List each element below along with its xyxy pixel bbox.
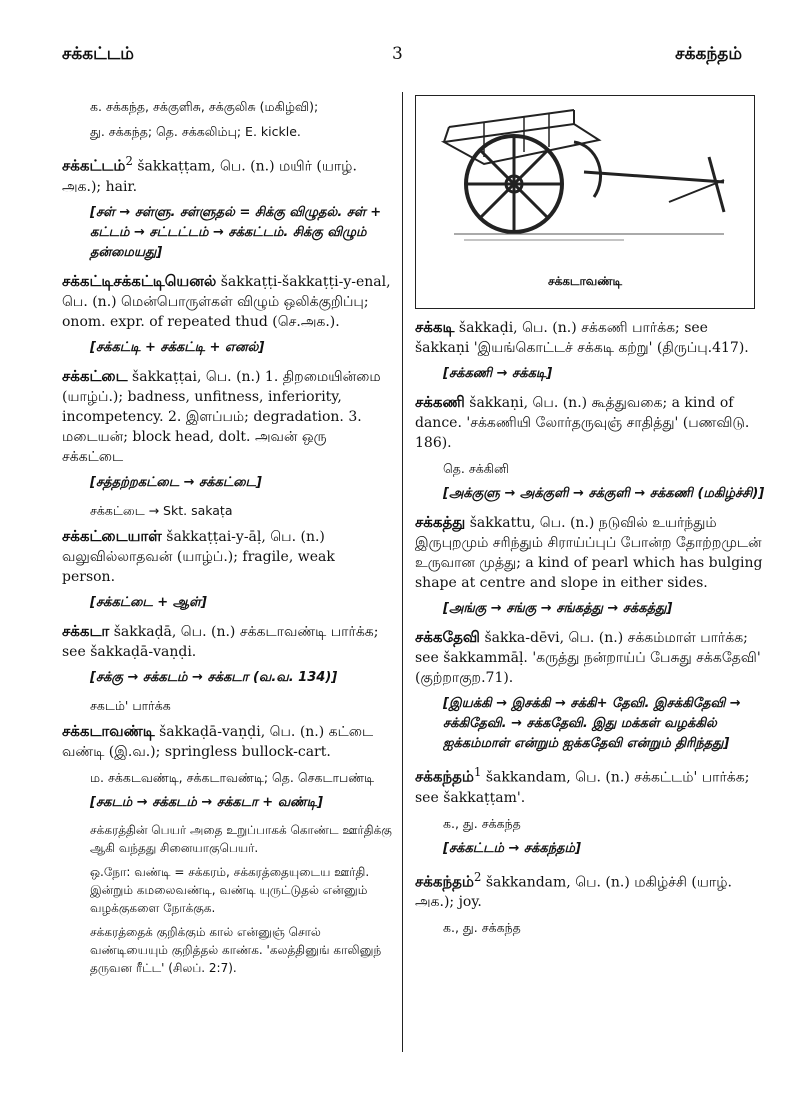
cognate-line: சக்கட்டை → Skt. sakaṭa <box>90 502 233 518</box>
continuation-line: து. சக்கந்த; தெ. சக்கலிம்பு; E. kickle. <box>90 124 301 139</box>
right-column <box>415 95 765 943</box>
headword: சக்கட்டையாள் <box>62 526 162 545</box>
headword: சக்கந்தம் <box>415 872 474 891</box>
continuation-line: க. சக்கந்த, சக்குளிசு, சக்குலிசு (மகிழ்வி); <box>90 99 319 114</box>
note: ஒ.நோ: வண்டி = சக்கரம், சக்கரத்தையுடைய ஊர்தி. இன்றும் கமலைவண்டி, வண்டி யுருட்டுதல் என்னும் வழக்குகளை நோக்குக. <box>90 864 370 915</box>
headword: சக்கந்தம் <box>415 767 474 786</box>
cognate-line: தெ. சக்கினி <box>443 461 509 476</box>
headword: சக்கட்டை <box>62 366 128 385</box>
cross-reference: சகடம்' பார்க்க <box>90 697 171 713</box>
entry-body: šakkandam, பெ. (n.) சக்கட்டம்' பார்க்க; see šakkaṭṭam'. <box>415 769 750 806</box>
note: சக்கரத்தைக் குறிக்கும் கால் என்னுஞ் சொல் வண்டியையும் குறித்தல் காண்க. 'கலத்தினுங் காலினுந் தருவன ரீட்ட' (சிலப். 2:7). <box>90 924 382 975</box>
homonym-number: 2 <box>125 154 133 168</box>
etymology: [அக்குளு → அக்குளி → சக்குளி → சக்கணி (மகிழ்ச்சி)] <box>443 486 765 501</box>
figure-caption: சக்கடாவண்டி <box>547 274 623 288</box>
cognate-line: ம. சக்கடவண்டி, சக்கடாவண்டி; தெ. செகடாபண்டி <box>90 769 375 785</box>
running-head-left: சக்கட்டம் <box>62 44 134 64</box>
etymology: [சள் → சள்ளு. சள்ளுதல் = சிக்கு விழுதல். சள் + கட்டம் → சட்டட்டம் → சக்கட்டம். சிக்கு விழும் தன்மையது] <box>90 204 382 260</box>
entry <box>62 721 392 762</box>
note: சக்கரத்தின் பெயர் அதை உறுப்பாகக் கொண்ட ஊர்திக்கு ஆகி வந்தது சினையாகுபெயர். <box>90 822 392 855</box>
page-number: 3 <box>392 44 403 64</box>
headword: சக்கட்டம் <box>62 156 126 175</box>
entry-body: šakkattu, பெ. (n.) நடுவில் உயர்ந்தும் இருபுறமும் சரிந்தும் சிராய்ப்புப் போன்ற தோற்றமுடன் உருவான முத்து; a kind of pearl which has bulging shape at centre and slope in either sides. <box>415 515 763 591</box>
entry <box>415 392 765 453</box>
entry-body: šakkandam, பெ. (n.) மகிழ்ச்சி (யாழ். அக.); joy. <box>415 874 732 911</box>
headword: சக்கடி <box>415 318 455 336</box>
etymology: [சக்கணி → சக்கடி] <box>443 366 553 381</box>
entry-body: šakkaḍā-vaṇḍi, பெ. (n.) கட்டை வண்டி (இ.வ.); springless bullock-cart. <box>62 723 374 760</box>
left-column <box>62 95 392 983</box>
headword: சக்கடா <box>62 621 110 640</box>
entry <box>415 512 765 593</box>
entry <box>62 526 392 587</box>
entry-body: šakkaṭṭi-šakkaṭṭi-y-enal, பெ. (n.) மென்பொருள்கள் விழும் ஒலிக்குறிப்பு; onom. expr. of repeated thud (செ.அக.). <box>62 273 391 330</box>
entry <box>415 317 765 358</box>
etymology: [சக்கட்டை + ஆள்] <box>90 594 207 610</box>
headword: சக்கடாவண்டி <box>62 721 155 740</box>
etymology: [சக்கு → சக்கடம் → சக்கடா (வ.வ. 134)] <box>90 669 338 685</box>
entry-body: šakkaṇi, பெ. (n.) கூத்துவகை; a kind of dance. 'சக்கணியி லோர்தருவுஞ் சாதித்து' (பணவிடு. 186). <box>415 395 750 451</box>
etymology: [சக்கட்டம் → சக்கந்தம்] <box>443 840 581 856</box>
headword: சக்கதேவி <box>415 628 480 646</box>
homonym-number: 1 <box>473 765 482 779</box>
entry-body: šakkaṭṭai, பெ. (n.) 1. திறமையின்மை (யாழ்ப்.); badness, unfitness, inferiority, incompetency. 2. இளப்பம்; degradation. 3. மடையன்; block head, dolt. அவன் ஒரு சக்கட்டை <box>62 368 381 465</box>
entry <box>62 366 392 467</box>
entry <box>415 867 765 913</box>
entry-body: šakkaṭṭam, பெ. (n.) மயிர் (யாழ். அக.); hair. <box>62 158 357 195</box>
column-divider <box>402 92 403 1052</box>
entry-body: šakkaḍi, பெ. (n.) சக்கணி பார்க்க; see šakkaṇi 'இயங்கொட்டச் சக்கடி கற்று' (திருப்பு.417). <box>415 320 749 356</box>
entry-body: šakka-dēvi, பெ. (n.) சக்கம்மாள் பார்க்க; see šakkammāḷ. 'கருத்து நன்றாய்ப் பேசுது சக்கதேவி' (குற்றாகுற.71). <box>415 630 761 686</box>
headword: சக்கணி <box>415 393 465 411</box>
homonym-number: 2 <box>473 869 482 884</box>
etymology: [அங்கு → சங்கு → சங்கத்து → சக்கத்து] <box>443 601 673 616</box>
cart-illustration <box>415 95 755 309</box>
etymology: [சக்கட்டி + சக்கட்டி + எனல்] <box>90 339 265 355</box>
etymology: [இயக்கி → இசக்கி → சக்கி+ தேவி. இசக்கிதேவி → சக்கிதேவி. → சக்கதேவி. இது மக்கள் வழக்கில் ஐக்கம்மாள் என்றும் ஐக்கதேவி என்றும் திரிந்தது] <box>443 696 741 751</box>
entry-body: šakkaḍā, பெ. (n.) சக்கடாவண்டி பார்க்க; see šakkaḍā-vaṇḍi. <box>62 623 379 660</box>
etymology: [சத்தற்றகட்டை → சக்கட்டை] <box>90 474 262 490</box>
entry <box>62 271 392 332</box>
cognate-line: க., து. சக்கந்த <box>443 920 521 936</box>
etymology: [சகடம் → சக்கடம் → சக்கடா + வண்டி] <box>90 794 323 810</box>
cognate-line: க., து. சக்கந்த <box>443 815 521 831</box>
bullock-cart-drawing <box>424 102 746 272</box>
entry <box>415 762 765 808</box>
entry <box>62 621 392 662</box>
running-head-right: சக்கந்தம் <box>675 44 742 64</box>
entry <box>62 151 392 197</box>
headword: சக்கட்டிசக்கட்டியெனல் <box>62 271 217 290</box>
entry-body: šakkaṭṭai-y-āḷ, பெ. (n.) வலுவில்லாதவன் (யாழ்ப்.); fragile, weak person. <box>62 528 335 585</box>
headword: சக்கத்து <box>415 513 466 531</box>
entry <box>415 627 765 688</box>
